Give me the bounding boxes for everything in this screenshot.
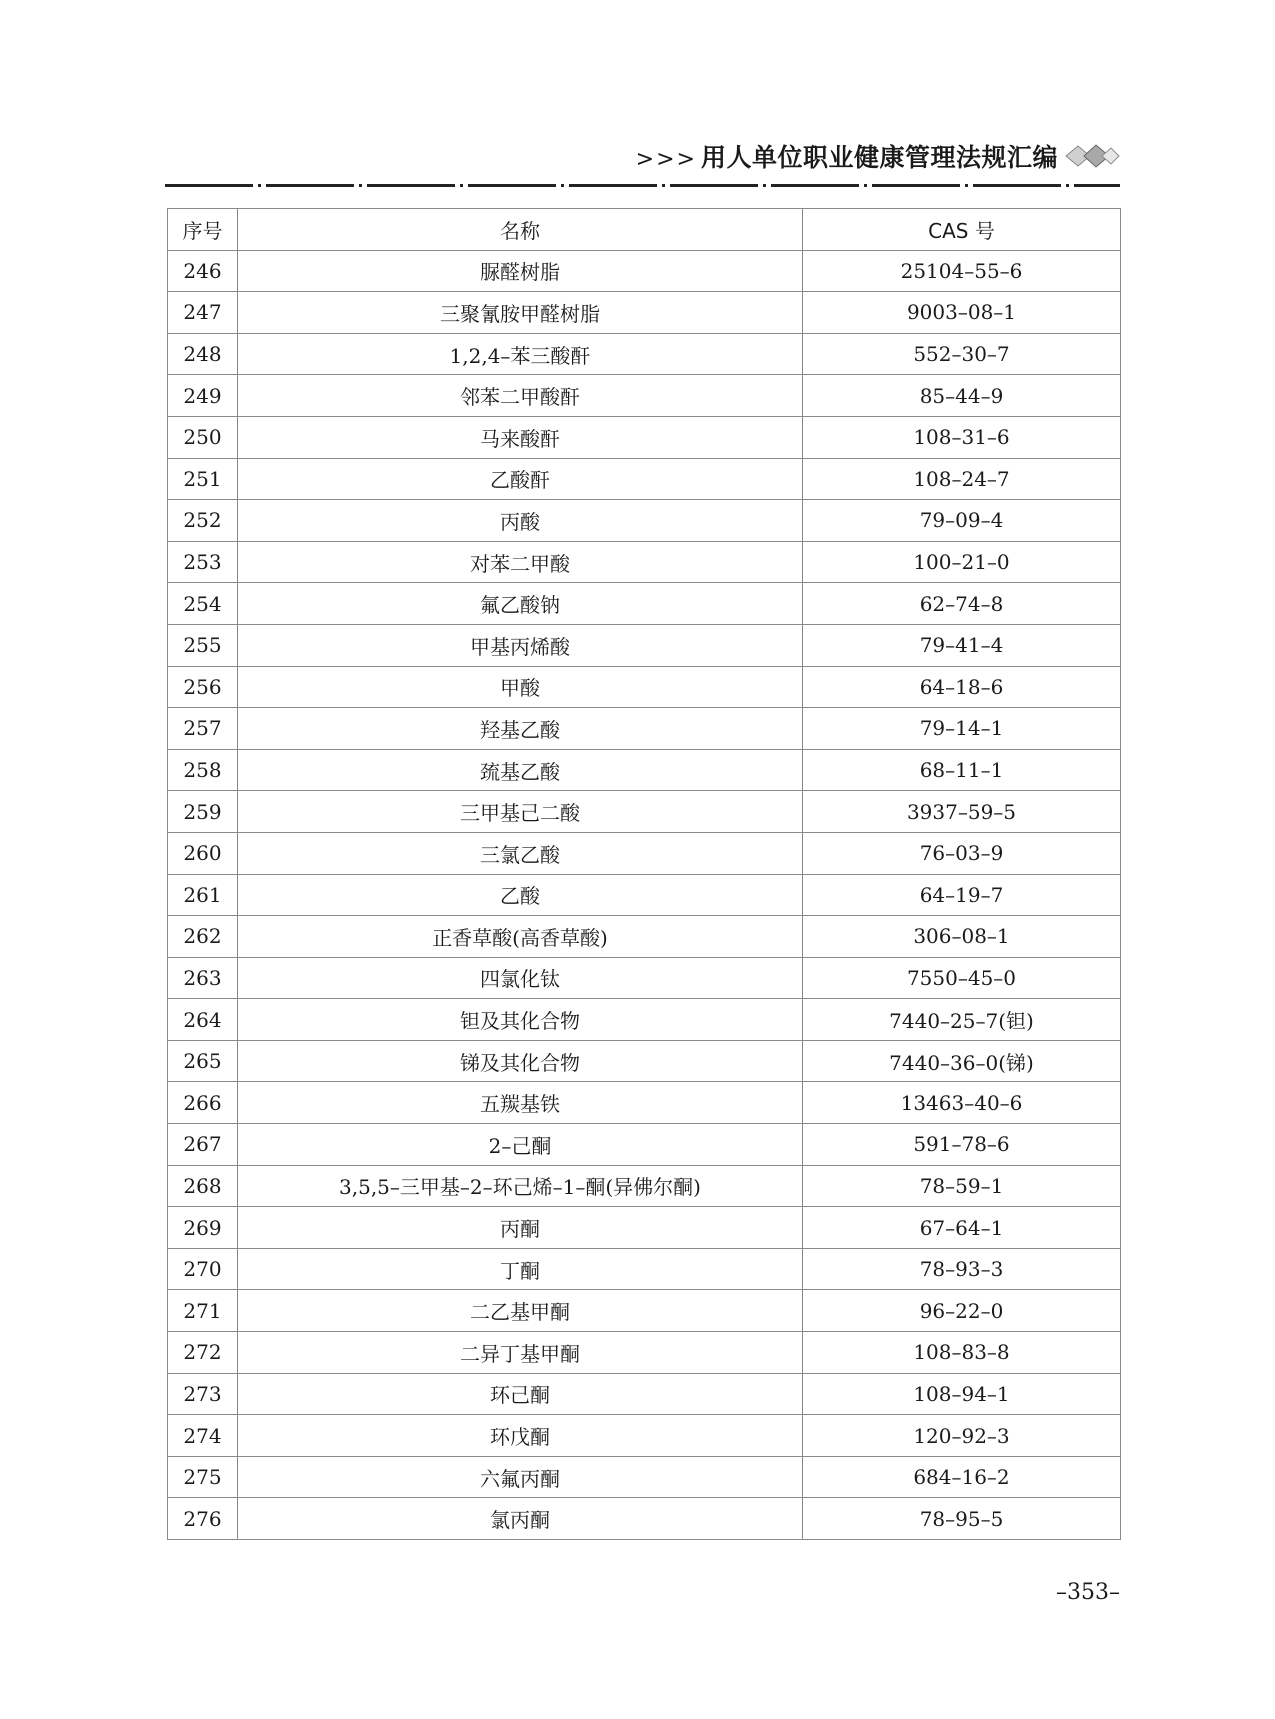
row-number: 247 — [168, 292, 238, 334]
table-row — [168, 874, 1121, 916]
table-row — [168, 333, 1121, 375]
diamond-logo-icon — [1062, 143, 1120, 169]
row-number: 274 — [168, 1415, 238, 1457]
table-row — [168, 500, 1121, 542]
cas-number: 120–92–3 — [803, 1415, 1121, 1457]
cas-number: 7550–45–0 — [803, 957, 1121, 999]
row-number: 254 — [168, 583, 238, 625]
cas-number: 62–74–8 — [803, 583, 1121, 625]
substance-name: 五羰基铁 — [238, 1082, 803, 1124]
table-row — [168, 250, 1121, 292]
table-row — [168, 1290, 1121, 1332]
substance-name: 2–己酮 — [238, 1124, 803, 1166]
row-number: 273 — [168, 1373, 238, 1415]
chemical-cas-table — [167, 208, 1121, 1540]
row-number: 266 — [168, 1082, 238, 1124]
row-number: 276 — [168, 1498, 238, 1540]
table-row — [168, 1332, 1121, 1374]
substance-name: 二乙基甲酮 — [238, 1290, 803, 1332]
cas-number: 68–11–1 — [803, 749, 1121, 791]
cas-number: 100–21–0 — [803, 541, 1121, 583]
cas-number: 306–08–1 — [803, 916, 1121, 958]
column-header-name: 名称 — [238, 209, 803, 251]
table-row — [168, 916, 1121, 958]
table-row — [168, 1373, 1121, 1415]
cas-number: 684–16–2 — [803, 1456, 1121, 1498]
row-number: 261 — [168, 874, 238, 916]
table-row — [168, 416, 1121, 458]
row-number: 271 — [168, 1290, 238, 1332]
row-number: 246 — [168, 250, 238, 292]
row-number: 265 — [168, 1040, 238, 1082]
table-row — [168, 791, 1121, 833]
row-number: 256 — [168, 666, 238, 708]
substance-name: 甲基丙烯酸 — [238, 624, 803, 666]
row-number: 270 — [168, 1248, 238, 1290]
row-number: 250 — [168, 416, 238, 458]
table-row — [168, 624, 1121, 666]
cas-number: 78–59–1 — [803, 1165, 1121, 1207]
row-number: 252 — [168, 500, 238, 542]
substance-name: 马来酸酐 — [238, 416, 803, 458]
table-header-row — [168, 209, 1121, 251]
table-row — [168, 832, 1121, 874]
substance-name: 羟基乙酸 — [238, 708, 803, 750]
substance-name: 乙酸酐 — [238, 458, 803, 500]
table-row — [168, 375, 1121, 417]
table-row — [168, 1207, 1121, 1249]
cas-number: 85–44–9 — [803, 375, 1121, 417]
row-number: 251 — [168, 458, 238, 500]
substance-name: 氟乙酸钠 — [238, 583, 803, 625]
cas-number: 7440–25–7(钽) — [803, 999, 1121, 1041]
row-number: 262 — [168, 916, 238, 958]
running-header — [165, 135, 1120, 195]
cas-number: 25104–55–6 — [803, 250, 1121, 292]
substance-name: 正香草酸(高香草酸) — [238, 916, 803, 958]
substance-name: 脲醛树脂 — [238, 250, 803, 292]
cas-number: 79–41–4 — [803, 624, 1121, 666]
row-number: 263 — [168, 957, 238, 999]
book-title — [636, 138, 1058, 174]
row-number: 248 — [168, 333, 238, 375]
substance-name: 六氟丙酮 — [238, 1456, 803, 1498]
table-row — [168, 292, 1121, 334]
row-number: 255 — [168, 624, 238, 666]
substance-name: 三甲基己二酸 — [238, 791, 803, 833]
cas-number: 552–30–7 — [803, 333, 1121, 375]
cas-number: 9003–08–1 — [803, 292, 1121, 334]
row-number: 253 — [168, 541, 238, 583]
substance-name: 环己酮 — [238, 1373, 803, 1415]
cas-number: 13463–40–6 — [803, 1082, 1121, 1124]
cas-number: 79–14–1 — [803, 708, 1121, 750]
row-number: 249 — [168, 375, 238, 417]
row-number: 269 — [168, 1207, 238, 1249]
substance-name: 1,2,4–苯三酸酐 — [238, 333, 803, 375]
header-rule — [165, 183, 1120, 189]
table-row — [168, 1082, 1121, 1124]
table-row — [168, 1124, 1121, 1166]
substance-name: 丙酮 — [238, 1207, 803, 1249]
table-row — [168, 1415, 1121, 1457]
cas-number: 78–93–3 — [803, 1248, 1121, 1290]
table-row — [168, 749, 1121, 791]
table-row — [168, 1498, 1121, 1540]
row-number: 259 — [168, 791, 238, 833]
cas-number: 108–31–6 — [803, 416, 1121, 458]
substance-name: 氯丙酮 — [238, 1498, 803, 1540]
cas-number: 108–83–8 — [803, 1332, 1121, 1374]
substance-name: 环戊酮 — [238, 1415, 803, 1457]
cas-number: 64–18–6 — [803, 666, 1121, 708]
table-row — [168, 1165, 1121, 1207]
cas-number: 108–24–7 — [803, 458, 1121, 500]
table-row — [168, 1040, 1121, 1082]
row-number: 257 — [168, 708, 238, 750]
substance-name: 三聚氰胺甲醛树脂 — [238, 292, 803, 334]
cas-number: 64–19–7 — [803, 874, 1121, 916]
row-number: 268 — [168, 1165, 238, 1207]
table-row — [168, 541, 1121, 583]
substance-name: 锑及其化合物 — [238, 1040, 803, 1082]
substance-name: 丙酸 — [238, 500, 803, 542]
substance-name: 甲酸 — [238, 666, 803, 708]
chevron-right-icon: >>> — [635, 147, 697, 172]
table-row — [168, 666, 1121, 708]
column-header-number: 序号 — [168, 209, 238, 251]
table-row — [168, 583, 1121, 625]
table-row — [168, 1248, 1121, 1290]
cas-number: 67–64–1 — [803, 1207, 1121, 1249]
row-number: 267 — [168, 1124, 238, 1166]
cas-number: 79–09–4 — [803, 500, 1121, 542]
table-row — [168, 999, 1121, 1041]
substance-name: 巯基乙酸 — [238, 749, 803, 791]
substance-name: 丁酮 — [238, 1248, 803, 1290]
cas-number: 108–94–1 — [803, 1373, 1121, 1415]
table-row — [168, 458, 1121, 500]
book-title-text: 用人单位职业健康管理法规汇编 — [700, 143, 1058, 172]
row-number: 258 — [168, 749, 238, 791]
cas-number: 76–03–9 — [803, 832, 1121, 874]
cas-number: 7440–36–0(锑) — [803, 1040, 1121, 1082]
substance-name: 四氯化钛 — [238, 957, 803, 999]
substance-name: 对苯二甲酸 — [238, 541, 803, 583]
substance-name: 三氯乙酸 — [238, 832, 803, 874]
table-row — [168, 957, 1121, 999]
table-row — [168, 1456, 1121, 1498]
row-number: 260 — [168, 832, 238, 874]
column-header-cas: CAS 号 — [803, 209, 1121, 251]
substance-name: 邻苯二甲酸酐 — [238, 375, 803, 417]
substance-name: 二异丁基甲酮 — [238, 1332, 803, 1374]
table-row — [168, 708, 1121, 750]
row-number: 275 — [168, 1456, 238, 1498]
row-number: 272 — [168, 1332, 238, 1374]
substance-name: 钽及其化合物 — [238, 999, 803, 1041]
page-number: –353– — [1056, 1580, 1120, 1605]
cas-number: 591–78–6 — [803, 1124, 1121, 1166]
row-number: 264 — [168, 999, 238, 1041]
cas-number: 78–95–5 — [803, 1498, 1121, 1540]
substance-name: 3,5,5–三甲基–2–环己烯–1–酮(异佛尔酮) — [238, 1165, 803, 1207]
cas-number: 96–22–0 — [803, 1290, 1121, 1332]
substance-name: 乙酸 — [238, 874, 803, 916]
cas-number: 3937–59–5 — [803, 791, 1121, 833]
